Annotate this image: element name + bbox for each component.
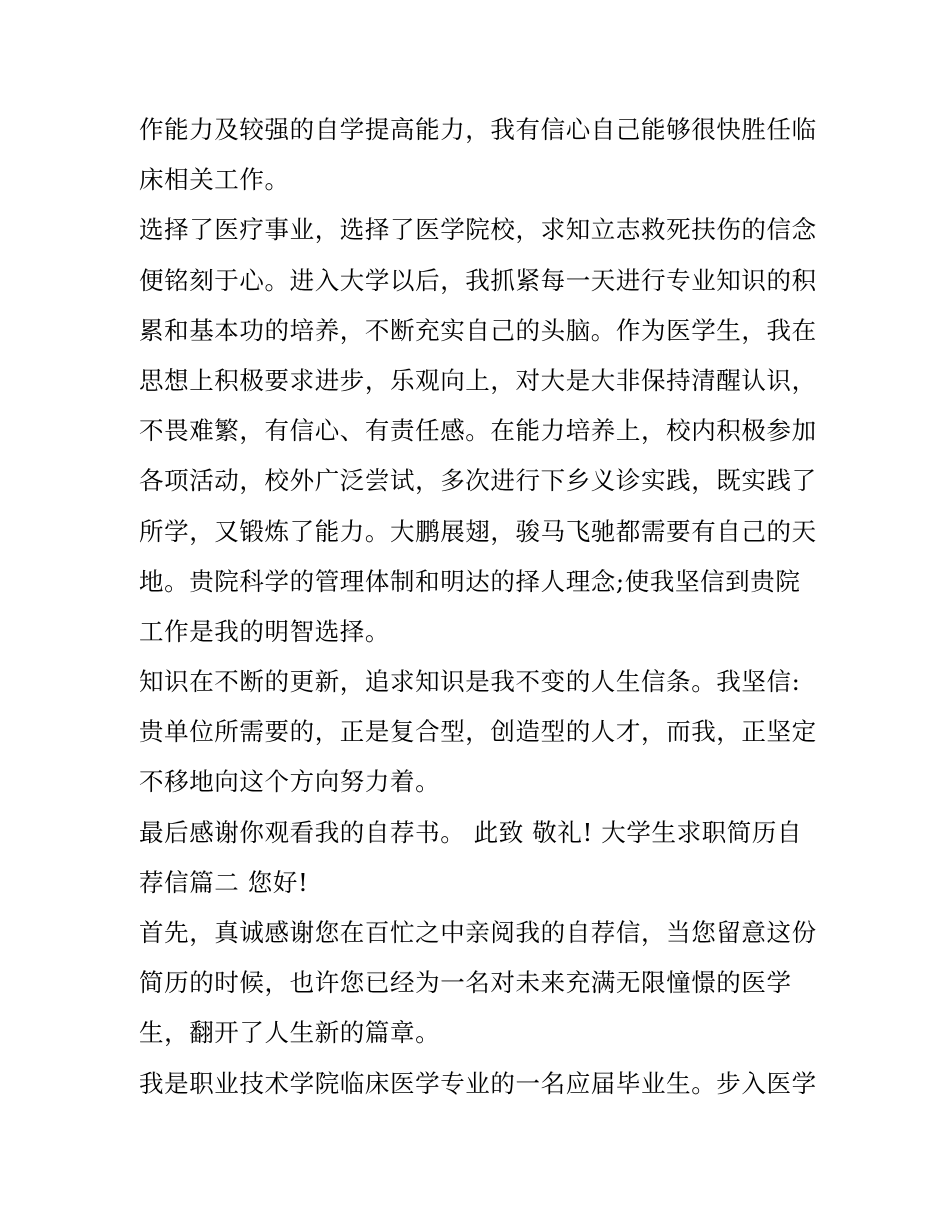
- text-line: 首先，真诚感谢您在百忙之中亲阅我的自荐信，当您留意这份: [139, 918, 817, 947]
- text-line: 累和基本功的培养，不断充实自己的头脑。作为医学生，我在: [139, 315, 817, 345]
- text-line: 知识在不断的更新，追求知识是我不变的人生信条。我坚信:: [139, 667, 801, 697]
- text-line: 简历的时候，也许您已经为一名对未来充满无限憧憬的医学: [139, 968, 792, 998]
- text-line: 最后感谢你观看我的自荐书。 此致 敬礼! 大学生求职简历自: [139, 817, 803, 847]
- text-line: 不畏难繁，有信心、有责任感。在能力培养上，校内积极参加: [139, 416, 817, 446]
- text-line: 床相关工作。: [139, 165, 290, 195]
- text-line: 选择了医疗事业，选择了医学院校，求知立志救死扶伤的信念: [139, 215, 817, 245]
- text-line: 所学，又锻炼了能力。大鹏展翅，骏马飞驰都需要有自己的天: [139, 516, 817, 546]
- text-line: 思想上积极要求进步，乐观向上，对大是大非保持清醒认识，: [139, 365, 817, 395]
- text-line: 我是职业技术学院临床医学专业的一名应届毕业生。步入医学: [139, 1068, 817, 1098]
- text-line: 作能力及较强的自学提高能力，我有信心自己能够很快胜任临: [139, 115, 817, 144]
- text-line: 不移地向这个方向努力着。: [139, 767, 441, 797]
- text-line: 工作是我的明智选择。: [139, 616, 390, 646]
- text-line: 生，翻开了人生新的篇章。: [139, 1018, 441, 1048]
- text-line: 贵单位所需要的，正是复合型，创造型的人才，而我，正坚定: [139, 717, 817, 747]
- text-line: 各项活动，校外广泛尝试，多次进行下乡义诊实践，既实践了: [139, 466, 817, 496]
- text-line: 便铭刻于心。进入大学以后，我抓紧每一天进行专业知识的积: [139, 265, 817, 295]
- body-text: [139, 105, 819, 1109]
- text-line: 荐信篇二 您好!: [139, 867, 309, 897]
- text-line: 地。贵院科学的管理体制和明达的择人理念;使我坚信到贵院: [139, 566, 801, 596]
